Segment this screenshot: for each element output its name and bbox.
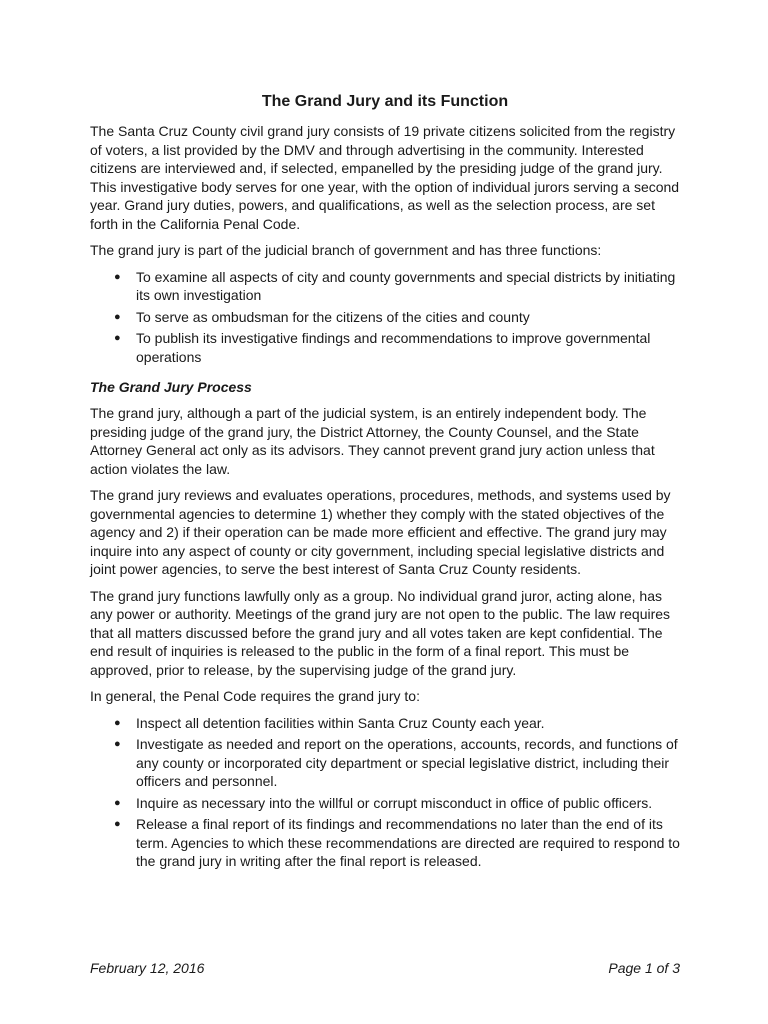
document-title: The Grand Jury and its Function bbox=[261, 93, 509, 110]
bullet-icon: ● bbox=[114, 270, 121, 283]
bullet-icon: ● bbox=[114, 716, 121, 729]
functions-lead: The grand jury is part of the judicial branch of government and has three functions: bbox=[90, 242, 602, 258]
list-item: ● Inquire as necessary into the willful or corrupt misconduct in office of public officers. bbox=[114, 794, 653, 811]
list-item: ● Release a final report of its findings and recommendations no later than the end of its term. Agencies to which these recommendations are directed are required to respond to the grand jury in writing after the final report is released. bbox=[114, 816, 680, 869]
page-footer bbox=[90, 960, 680, 976]
functions-list bbox=[90, 268, 680, 367]
bullet-icon: ● bbox=[114, 332, 121, 344]
footer-date: February 12, 2016 bbox=[90, 960, 205, 976]
list-item: ● To publish its investigative findings and recommendations to improve governmental operations bbox=[114, 330, 651, 365]
list-item: ● Inspect all detention facilities within Santa Cruz County each year. bbox=[114, 714, 545, 731]
process-heading: The Grand Jury Process bbox=[90, 379, 252, 395]
bullet-icon: ● bbox=[114, 796, 121, 809]
list-item: ● To examine all aspects of city and county governments and special districts by initiating its own investigation bbox=[114, 268, 676, 303]
bullet-icon: ● bbox=[114, 310, 121, 323]
penal-list bbox=[90, 714, 680, 871]
intro-paragraph: The Santa Cruz County civil grand jury consists of 19 private citizens solicited from the registry of voters, a list provided by the DMV and through advertising in the community. Interested citizens are interviewed and, if selected, empanelled by the presiding judge of the grand jury. This investigative body serves for one year, with the option of individual jurors serving a second year. Grand jury duties, powers, and qualifications, as well as the selection process, are set forth in the California Penal Code. bbox=[90, 123, 680, 232]
process-paragraph: The grand jury, although a part of the judicial system, is an entirely independent body. The presiding judge of the grand jury, the District Attorney, the County Counsel, and the State Attorney General act only as its advisors. They cannot prevent grand jury action unless that action violates the law. bbox=[90, 405, 655, 477]
list-item: ● To serve as ombudsman for the citizens of the cities and county bbox=[114, 308, 530, 325]
penal-lead: In general, the Penal Code requires the grand jury to: bbox=[90, 688, 420, 704]
bullet-icon: ● bbox=[114, 818, 121, 830]
process-paragraph: The grand jury reviews and evaluates operations, procedures, methods, and systems used by governmental agencies to determine 1) whether they comply with the stated objectives of the agency and 2) if their operation can be made more efficient and effective. The grand jury may inquire into any aspect of county or city government, including special legislative districts and joint power agencies, to serve the best interest of Santa Cruz County residents. bbox=[90, 487, 671, 577]
document-body bbox=[90, 92, 680, 881]
footer-page-number: Page 1 of 3 bbox=[608, 960, 680, 976]
bullet-icon: ● bbox=[114, 738, 121, 750]
process-paragraph: The grand jury functions lawfully only as a group. No individual grand juror, acting alone, has any power or authority. Meetings of the grand jury are not open to the public. The law requires that all matters discussed before the grand jury and all votes taken are kept confidential. The end result of inquiries is released to the public in the form of a final report. This must be approved, prior to release, by the supervising judge of the grand jury. bbox=[90, 587, 671, 678]
list-item: ● Investigate as needed and report on the operations, accounts, records, and functions of any county or incorporated city department or special legislative district, including their officers and personnel. bbox=[114, 736, 678, 789]
